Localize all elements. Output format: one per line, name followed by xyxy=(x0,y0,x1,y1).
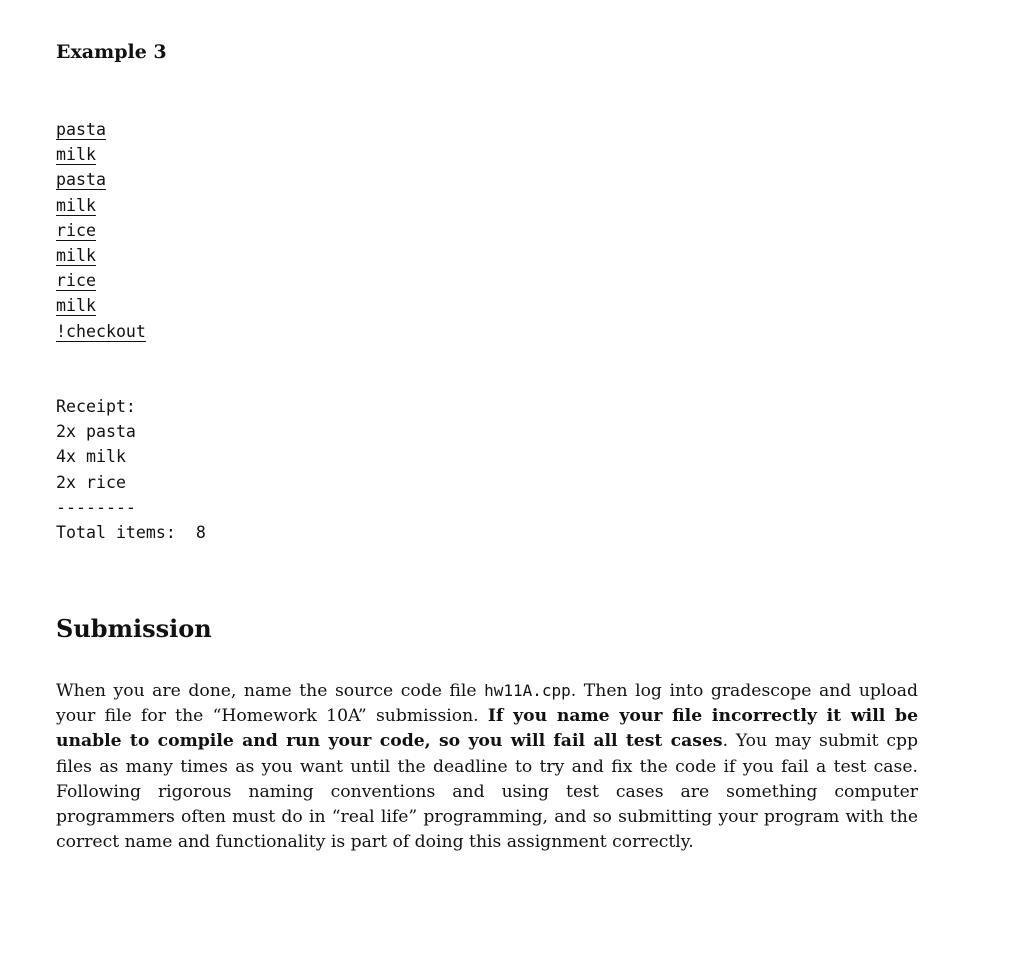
output-line: -------- xyxy=(56,497,136,517)
input-line: milk xyxy=(56,145,96,165)
paragraph-text: . You may submit cpp files as many times as you want until the deadline to try and fix the code if you fail a test case. Following rigorous naming conventions and using test cases are something computer programmers often must do in “real life” programming, and so submitting your program with the correct name and functionality is part of doing this assignment correctly. xyxy=(56,731,918,853)
input-line: pasta xyxy=(56,170,106,190)
filename: hw11A.cpp xyxy=(484,681,571,700)
example-title: Example 3 xyxy=(56,41,167,63)
input-line: rice xyxy=(56,220,96,240)
paragraph-text: . Then log into gradescope and upload your file for the “Homework 10A” submission. xyxy=(56,681,918,727)
paragraph-text: When you are done, name the source code file xyxy=(56,681,485,701)
example-output-block xyxy=(56,394,206,545)
input-line: rice xyxy=(56,271,96,291)
section-title: Submission xyxy=(56,614,212,643)
input-line: milk xyxy=(56,296,96,316)
input-line: milk xyxy=(56,195,96,215)
example-input-block xyxy=(56,117,146,344)
output-line: 2x pasta xyxy=(56,422,136,442)
paragraph-warning: If you name your file incorrectly it will be unable to compile and run your code, so you will fail all test cases xyxy=(56,706,918,752)
output-line: Receipt: xyxy=(56,397,136,416)
output-line: 2x rice xyxy=(56,472,126,492)
output-line: Total items: 8 xyxy=(56,522,206,542)
input-line: pasta xyxy=(56,120,106,139)
input-line: !checkout xyxy=(56,321,146,341)
input-line: milk xyxy=(56,245,96,265)
submission-paragraph xyxy=(56,678,918,855)
output-line: 4x milk xyxy=(56,447,126,467)
